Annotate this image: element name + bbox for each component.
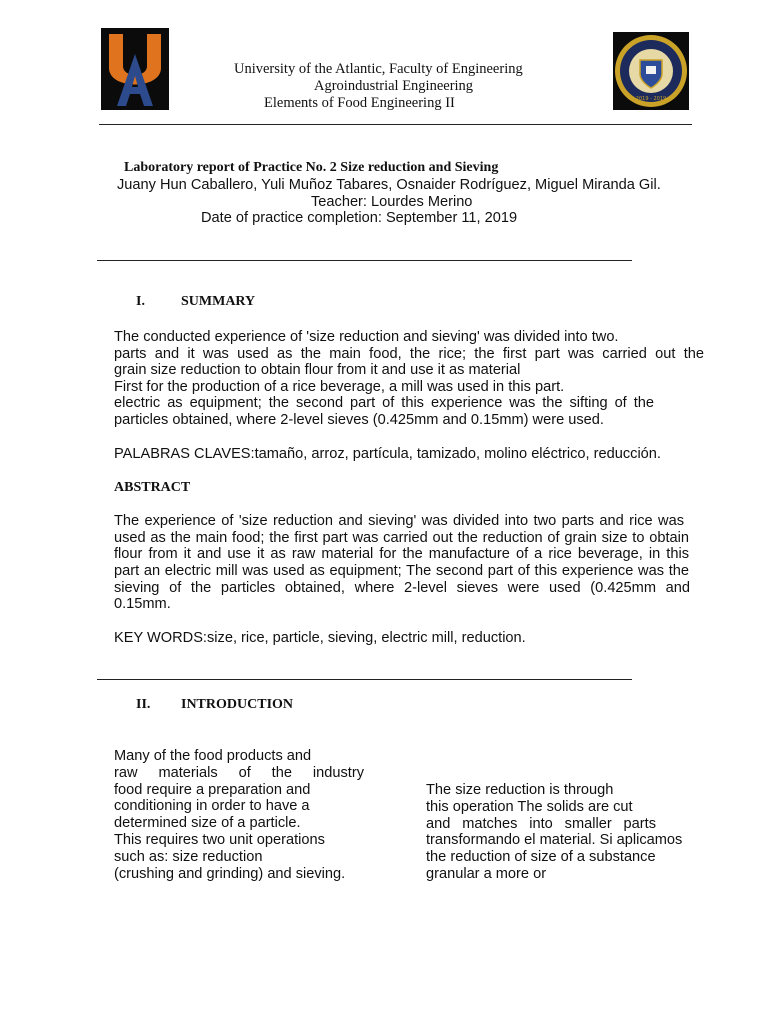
abstract-line: flour from it and use it as raw material for the manufacture of a rice beverage, in this <box>114 546 689 562</box>
introduction-right-column <box>426 782 694 883</box>
summary-line: The conducted experience of 'size reduction and sieving' was divided into two. <box>114 329 619 345</box>
section-divider <box>97 679 632 680</box>
paragraph-line: transformando el material. Si aplicamos <box>426 832 683 849</box>
paragraph-line: This requires two unit operations <box>114 831 325 848</box>
abstract-heading: ABSTRACT <box>114 480 191 495</box>
institutional-seal-logo-icon <box>613 32 689 110</box>
report-date: Date of practice completion: September 11, 2019 <box>201 210 518 226</box>
summary-number: I. <box>136 294 145 309</box>
seal-years: 2019 - 2019 <box>635 96 667 102</box>
abstract-line: part an electric mill was used as equipment; The second part of this experience was the <box>114 563 689 579</box>
abstract-line: The experience of 'size reduction and sieving' was divided into two parts and rice was <box>114 513 684 529</box>
header-program: Agroindustrial Engineering <box>314 78 474 94</box>
paragraph-line: Many of the food products and <box>114 748 312 764</box>
paragraph-line: this operation The solids are cut <box>426 798 633 815</box>
summary-line: particles obtained, where 2-level sieves (0.425mm and 0.15mm) were used. <box>114 412 604 428</box>
paragraph-line: raw materials of the industry <box>114 764 364 781</box>
section-divider <box>97 260 632 261</box>
paragraph-line: granular a more or <box>426 865 547 882</box>
summary-line: grain size reduction to obtain flour from it and use it as material <box>114 362 521 378</box>
paragraph-line: determined size of a particle. <box>114 815 301 832</box>
introduction-number: II. <box>136 697 151 712</box>
abstract-line: 0.15mm. <box>114 596 171 612</box>
abstract-line: sieving of the particles obtained, where 2-level sieves were used (0.425mm and <box>114 580 690 596</box>
report-authors: Juany Hun Caballero, Yuli Muñoz Tabares, Osnaider Rodríguez, Miguel Miranda Gil. <box>117 177 661 193</box>
summary-heading: SUMMARY <box>181 294 256 309</box>
abstract-keywords: KEY WORDS:size, rice, particle, sieving, electric mill, reduction. <box>114 630 526 646</box>
university-of-the-atlantic-logo-icon <box>101 28 169 110</box>
paragraph-line: (crushing and grinding) and sieving. <box>114 865 346 882</box>
summary-line: electric as equipment; the second part of this experience was the sifting of the <box>114 395 654 411</box>
header-divider <box>99 124 692 125</box>
summary-line: parts and it was used as the main food, the rice; the first part was carried out the <box>114 346 704 362</box>
summary-keywords: PALABRAS CLAVES:tamaño, arroz, partícula, tamizado, molino eléctrico, reducción. <box>114 446 661 462</box>
paragraph-line: the reduction of size of a substance <box>426 849 656 866</box>
introduction-left-column <box>114 748 364 882</box>
paragraph-line: food require a preparation and <box>114 781 311 798</box>
institution-seal <box>613 32 689 110</box>
header-course: Elements of Food Engineering II <box>264 95 455 111</box>
university-logo <box>101 28 169 110</box>
summary-line: First for the production of a rice beverage, a mill was used in this part. <box>114 379 565 395</box>
paragraph-line: such as: size reduction <box>114 848 263 865</box>
paragraph-line: conditioning in order to have a <box>114 798 310 815</box>
report-title: Laboratory report of Practice No. 2 Size reduction and Sieving <box>124 160 499 175</box>
introduction-heading: INTRODUCTION <box>181 697 294 712</box>
abstract-line: used as the main food; the first part was carried out the reduction of grain size to obtain <box>114 530 689 546</box>
paragraph-line: The size reduction is through <box>426 782 614 798</box>
report-teacher: Teacher: Lourdes Merino <box>311 194 473 210</box>
paragraph-line: and matches into smaller parts <box>426 815 656 832</box>
header-university: University of the Atlantic, Faculty of Engineering <box>234 61 523 77</box>
